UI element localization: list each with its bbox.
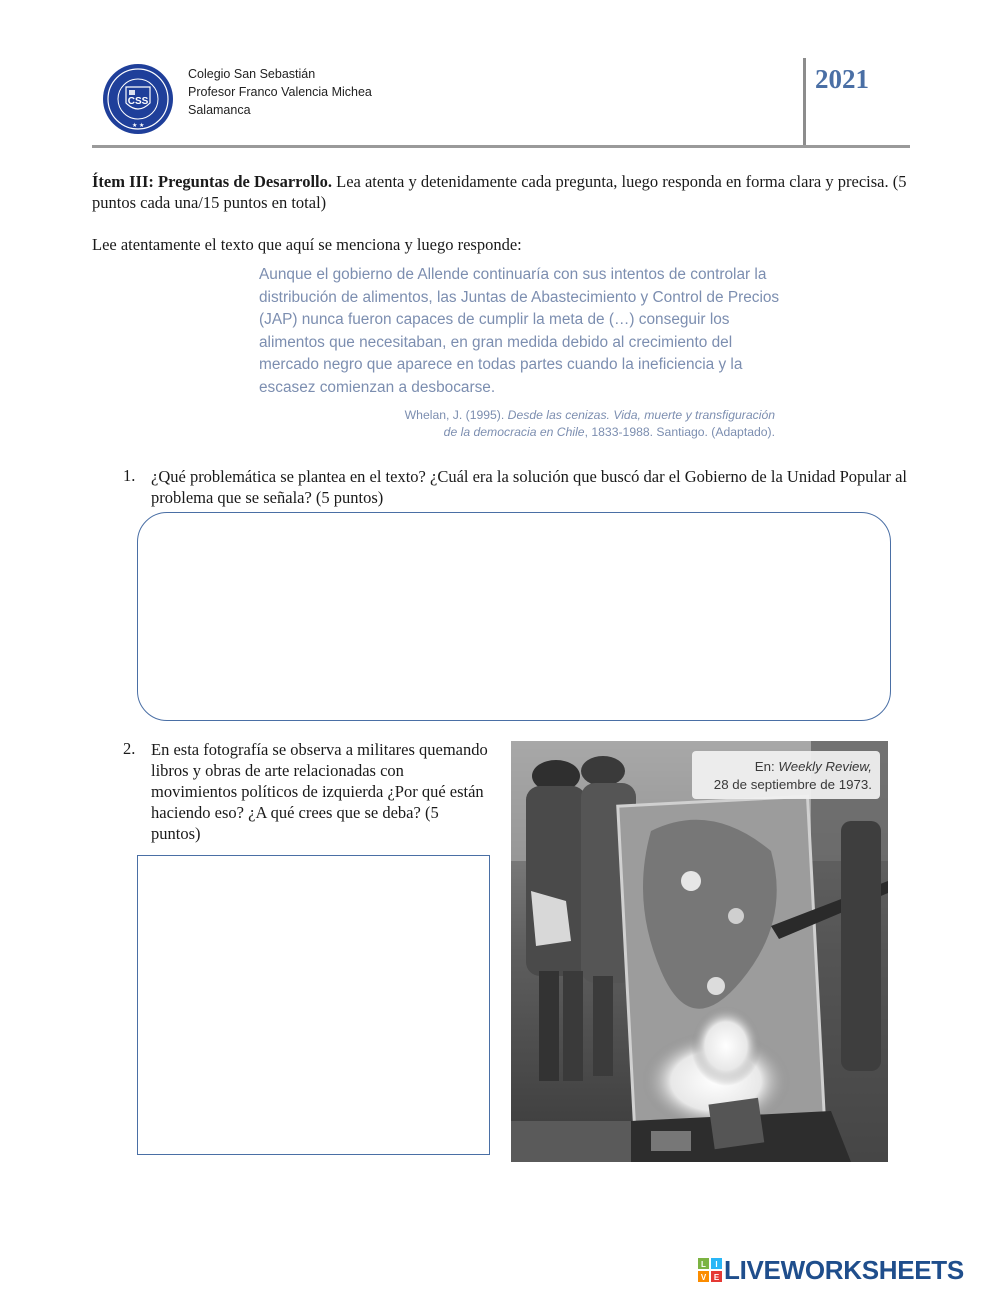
svg-text:★: ★: [132, 123, 138, 129]
school-name: Colegio San Sebastián: [188, 67, 316, 81]
item-title: Ítem III: Preguntas de Desarrollo.: [92, 172, 332, 191]
svg-text:I: I: [715, 1260, 718, 1269]
header-vertical-divider: [803, 58, 806, 146]
caption-date: 28 de septiembre de 1973.: [713, 777, 872, 792]
logo-initials: CSS: [127, 96, 149, 107]
svg-text:V: V: [700, 1273, 707, 1282]
liveworksheets-logo-icon: [698, 1258, 722, 1282]
citation-rest: , 1833-1988. Santiago. (Adaptado).: [584, 425, 775, 439]
quote-citation: [380, 407, 775, 441]
teacher-name: Profesor Franco Valencia Michea: [188, 85, 372, 99]
year-label: 2021: [815, 64, 869, 94]
caption-prefix: En:: [754, 759, 779, 774]
quoted-text: Aunque el gobierno de Allende continuaría con sus intentos de controlar la distribución de alimentos, las Juntas de Abastecimiento y Control de Precios (JAP) nunca fueron capaces de cumplir la meta de (…) conseguir los alimentos que necesitaban, en gran medida debido al crecimiento del mercado negro que aparece en todas partes cuando la ineficiencia y la escasez comienzan a desbocarse.: [259, 266, 780, 396]
historical-photo: [511, 741, 888, 1162]
question-1-number: 1.: [123, 466, 136, 485]
svg-text:L: L: [701, 1260, 706, 1269]
school-logo: [102, 63, 174, 135]
lead-in-text: Lee atentamente el texto que aquí se menciona y luego responde:: [92, 235, 522, 254]
question-1-text: ¿Qué problemática se plantea en el texto? ¿Cuál era la solución que buscó dar el Gobierno de la Unidad Popular al problema que se señala? (5 puntos): [151, 467, 907, 507]
school-info: [188, 65, 372, 119]
school-city: Salamanca: [188, 103, 251, 117]
answer-box-question-2[interactable]: [137, 855, 490, 1155]
item-body: Lea atenta y detenidamente cada pregunta, luego responda en forma clara y precisa. (5 puntos cada una/15 puntos en total): [92, 172, 907, 212]
question-2-number: 2.: [123, 739, 136, 758]
caption-source: Weekly Review,: [778, 759, 872, 774]
liveworksheets-brand[interactable]: LIVEWORKSHEETS: [724, 1255, 964, 1285]
citation-title-line1: Desde las cenizas. Vida, muerte y transfiguración: [507, 408, 775, 422]
citation-author: Whelan, J. (1995).: [404, 408, 508, 422]
question-2-text: En esta fotografía se observa a militares quemando libros y obras de arte relacionadas con movimientos políticos de izquierda ¿Por qué están haciendo eso? ¿A qué crees que se deba? (5 puntos): [151, 740, 488, 843]
item-instructions: [92, 171, 917, 213]
svg-text:★: ★: [139, 123, 145, 129]
svg-text:E: E: [713, 1273, 720, 1282]
citation-title-line2: de la democracia en Chile: [443, 425, 585, 439]
photo-caption: [692, 751, 880, 799]
answer-box-question-1[interactable]: [137, 512, 891, 721]
header-divider: [92, 145, 910, 148]
